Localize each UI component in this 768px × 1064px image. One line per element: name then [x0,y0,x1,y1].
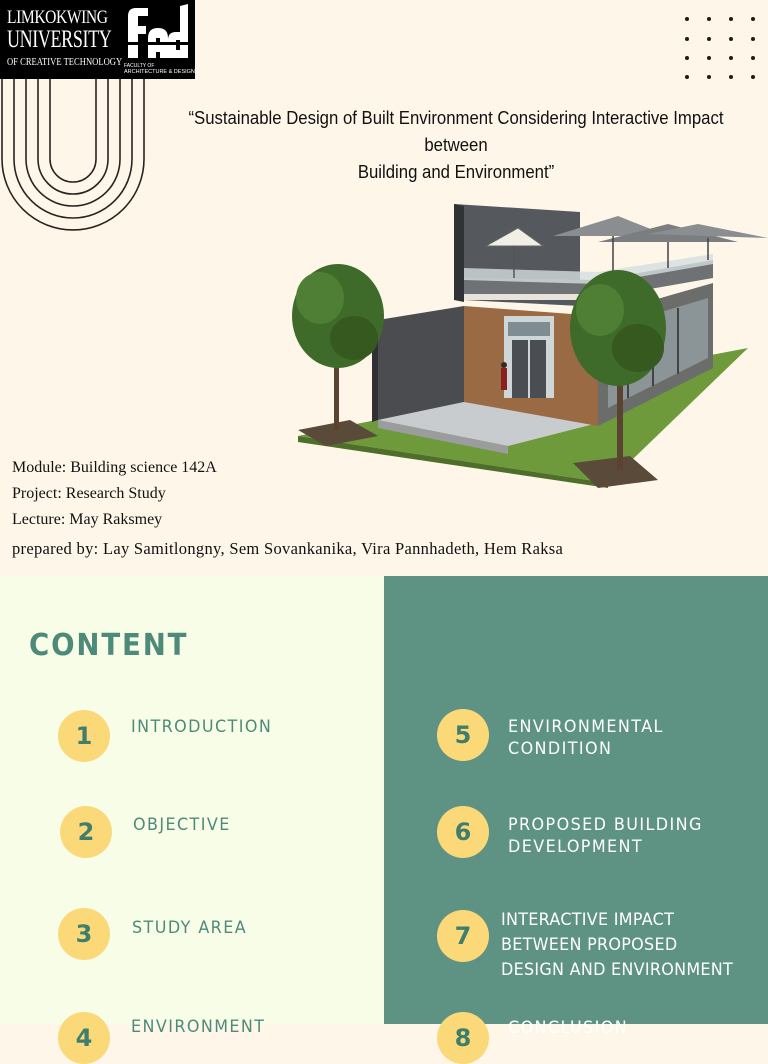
logo-text-line3: OF CREATIVE TECHNOLOGY [7,56,123,68]
item-label-1 [131,716,272,738]
project-title-line1: “Sustainable Design of Built Environment Considering Interactive Impact between [188,108,724,155]
item-number-4: 4 [58,1012,110,1064]
item-number-5: 5 [437,709,489,761]
item-label-3-line1: STUDY AREA [132,918,248,938]
item-label-4 [131,1016,265,1038]
module-line: Module: Building science 142A [12,459,217,476]
item-label-2-line1: OBJECTIVE [133,815,231,835]
item-label-6-line2: DEVELOPMENT [508,837,644,857]
item-label-6-line1: PROPOSED BUILDING [508,815,703,835]
decorative-dot-grid [680,12,760,82]
university-logo [0,0,195,79]
contents-page [0,576,768,1052]
item-number-1: 1 [58,710,110,762]
lecture-line: Lecture: May Raksmey [12,511,163,528]
item-number-3: 3 [58,908,110,960]
contents-heading: CONTENT [29,628,189,663]
logo-faculty-line2: ARCHITECTURE & DESIGN [124,69,195,75]
building-render-illustration [268,198,768,493]
fad-logo-mark [122,2,192,60]
item-label-3 [132,917,247,939]
left-tree [292,264,384,430]
item-label-5-line2: CONDITION [508,739,613,759]
item-number-2: 2 [60,806,112,858]
contents-left-column [0,576,384,1052]
item-label-1-line1: INTRODUCTION [131,717,273,737]
logo-text-line1: LIMKOKWING [7,7,108,28]
item-label-7-line2: BETWEEN PROPOSED [501,935,678,955]
project-line: Project: Research Study [12,485,166,502]
item-label-8 [508,1017,628,1039]
side-wall [378,306,464,420]
item-label-7-line1: INTERACTIVE IMPACT [501,910,675,930]
item-label-8-line1: CONCLUSION [508,1018,629,1038]
item-label-6 [508,814,703,858]
item-label-7-line3: DESIGN AND ENVIRONMENT [501,960,734,980]
item-number-7: 7 [437,910,489,962]
logo-text-line2: UNIVERSITY [7,26,112,53]
item-label-4-line1: ENVIRONMENT [131,1017,266,1037]
item-number-8: 8 [437,1012,489,1064]
item-label-7 [501,908,733,983]
item-label-5 [508,716,664,760]
item-label-5-line1: ENVIRONMENTAL [508,717,664,737]
logo-faculty-line1: FACULTY OF [124,63,155,69]
decorative-arches [0,79,150,231]
prepared-by-line: prepared by: Lay Samitlongny, Sem Sovankanika, Vira Pannhadeth, Hem Raksa [12,539,564,558]
contents-right-column [384,576,768,1052]
project-title-line2: Building and Environment” [357,162,555,182]
item-label-2 [133,814,231,836]
project-title [171,105,740,186]
item-number-6: 6 [437,806,489,858]
